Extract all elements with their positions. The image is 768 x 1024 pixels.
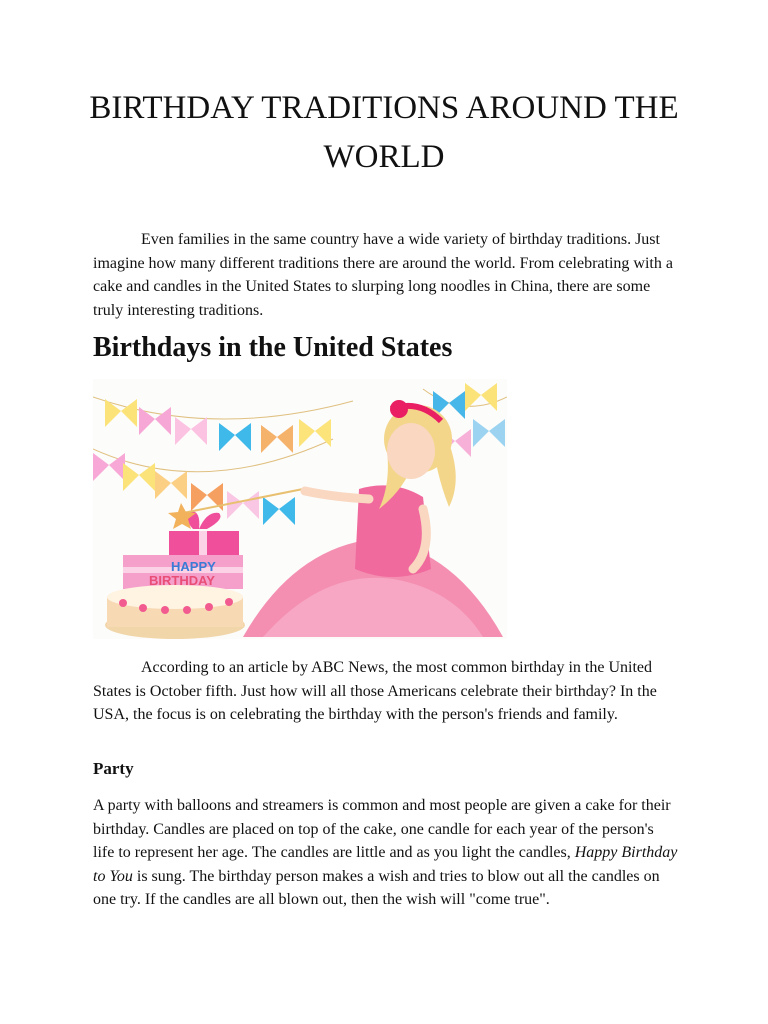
cake-topper-happy: HAPPY	[171, 559, 216, 574]
page-title: BIRTHDAY TRADITIONS AROUND THE WORLD	[89, 90, 679, 175]
intro-text: Even families in the same country have a wide variety of birthday traditions. Just imagine how many different traditions there are around the world. From celebrating with a cake and candles in the United States to slurping long noodles in China, there are some truly interesting traditions.	[93, 231, 673, 319]
song-title: Happy Birthday to You	[93, 844, 678, 885]
party-text-start: A party with balloons and streamers is common and most people are given a cake for their birthday. Candles are placed on top of the cake, one candle for each year of the person's life to represent her age. The candles are little and as you light the candles,	[93, 797, 671, 861]
party-paragraph	[93, 794, 679, 912]
article-text: According to an article by ABC News, the most common birthday in the United States is October fifth. Just how will all those Americans celebrate their birthday? In the USA, the focus is on celebrating the birthday with the person's friends and family.	[93, 659, 657, 723]
party-subheading: Party	[93, 759, 134, 778]
photo-illustration	[93, 379, 507, 639]
intro-paragraph	[93, 228, 679, 322]
cake-topper-birthday: BIRTHDAY	[149, 573, 215, 588]
section-heading: Birthdays in the United States	[93, 332, 453, 363]
article-paragraph	[93, 656, 679, 727]
birthday-girl-photo	[93, 379, 507, 639]
party-text-end: is sung. The birthday person makes a wish and tries to blow out all the candles on one try. If the candles are all blown out, then the wish will "come true".	[93, 867, 660, 908]
